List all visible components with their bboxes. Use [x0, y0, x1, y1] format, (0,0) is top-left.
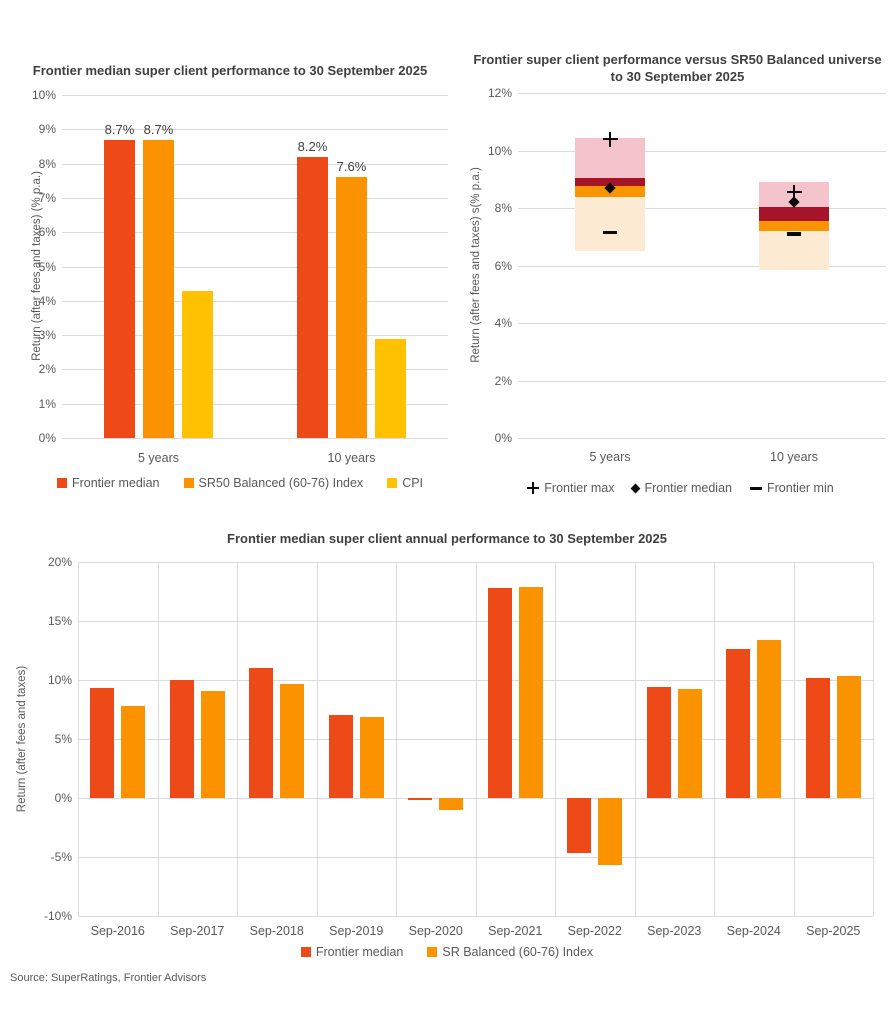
legend-swatch-icon: [301, 947, 311, 957]
universe-lower-mid-band: [759, 221, 829, 231]
bar-sr50-balanced-60-76-index: [336, 177, 367, 438]
y-tick-label: 10%: [47, 673, 72, 687]
gridline-y: [62, 438, 448, 439]
legend-swatch-icon: [427, 947, 437, 957]
legend-swatch-icon: [57, 478, 67, 488]
bar-sr50-balanced-60-76-index: [143, 140, 174, 438]
x-tick-label: Sep-2017: [170, 924, 225, 938]
bar-frontier-median: [329, 715, 353, 798]
x-tick-label: Sep-2016: [90, 924, 145, 938]
y-tick-label: 6%: [38, 225, 56, 240]
legend-swatch-icon: [184, 478, 194, 488]
gridline-x: [396, 562, 397, 916]
x-tick-label: Sep-2024: [726, 924, 781, 938]
gridline-x: [317, 562, 318, 916]
chart-median-performance-title: Frontier median super client performance to 30 September 2025: [32, 63, 428, 78]
y-tick-label: 20%: [47, 555, 72, 569]
gridline-x: [714, 562, 715, 916]
universe-lower-band: [575, 197, 645, 252]
bar-sr-balanced-60-76-index: [837, 676, 861, 798]
y-tick-label: 5%: [54, 732, 72, 746]
y-tick-label: -5%: [50, 850, 72, 864]
gridline-y: [518, 323, 886, 324]
bar-frontier-median: [726, 649, 750, 798]
chart-annual-performance-plot-area: [43, 555, 873, 938]
bar-frontier-median: [297, 157, 328, 438]
bar-sr-balanced-60-76-index: [598, 798, 622, 865]
x-tick-label: Sep-2019: [329, 924, 384, 938]
y-tick-label: 4%: [38, 293, 56, 308]
y-tick-label: 0%: [494, 431, 512, 445]
chart-universe-comparison-plot-area: [487, 86, 886, 464]
gridline-y: [518, 208, 886, 209]
dash-icon: [787, 232, 801, 236]
dash-icon: [750, 487, 762, 490]
bar-value-label: 7.6%: [336, 159, 367, 175]
dash-icon: [603, 231, 617, 235]
chart-median-performance-y-axis-label: Return (after fees and taxes) (% p.a.): [31, 171, 43, 361]
y-tick-label: 5%: [38, 259, 56, 274]
y-tick-label: 0%: [38, 431, 56, 445]
y-tick-label: 10%: [487, 143, 512, 158]
bar-sr-balanced-60-76-index: [201, 691, 225, 798]
bar-sr-balanced-60-76-index: [519, 587, 543, 798]
gridline-y: [62, 95, 448, 96]
source-note: Source: SuperRatings, Frontier Advisors: [10, 972, 207, 984]
bar-sr-balanced-60-76-index: [360, 717, 384, 798]
bar-frontier-median: [90, 688, 114, 798]
legend-label: CPI: [402, 476, 424, 490]
diamond-icon: [631, 483, 641, 493]
gridline-x: [78, 562, 79, 916]
y-tick-label: 0%: [54, 791, 72, 805]
y-tick-label: 2%: [38, 362, 56, 377]
bar-value-label: 8.7%: [143, 121, 174, 137]
plus-icon: [603, 132, 618, 147]
bar-value-label: 8.2%: [297, 138, 328, 154]
x-tick-label: Sep-2020: [408, 924, 463, 938]
y-tick-label: 9%: [38, 122, 56, 137]
legend-item-frontier-median: [301, 945, 404, 959]
universe-upper-mid-band: [759, 207, 829, 221]
legend-item-sr-balanced-60-76-index: [427, 945, 593, 959]
gridline-x: [873, 562, 874, 916]
x-tick-label: Sep-2022: [567, 924, 622, 938]
x-tick-label: Sep-2018: [249, 924, 304, 938]
legend-item-frontier-median: [57, 476, 160, 490]
chart-universe-comparison-title: Frontier super client performance versus SR50 Balanced universe to 30 September 2025: [473, 52, 882, 84]
gridline-x: [237, 562, 238, 916]
gridline-y: [518, 381, 886, 382]
bar-sr-balanced-60-76-index: [439, 798, 463, 810]
bar-frontier-median: [249, 668, 273, 798]
y-tick-label: 10%: [31, 88, 56, 102]
bar-value-label: 8.7%: [104, 121, 135, 137]
plus-icon: [527, 482, 539, 494]
y-tick-label: 7%: [38, 190, 56, 205]
legend-label: SR Balanced (60-76) Index: [442, 945, 594, 959]
chart-annual-performance-legend: [147, 945, 747, 959]
legend-label: SR50 Balanced (60-76) Index: [198, 476, 364, 490]
y-tick-label: 3%: [38, 328, 56, 343]
legend-swatch-icon: [387, 478, 397, 488]
chart-annual-performance-y-axis-label: Return (after fees and taxes): [16, 665, 28, 813]
gridline-y: [518, 438, 886, 439]
legend-label: Frontier max: [544, 481, 615, 495]
legend-label: Frontier median: [315, 945, 404, 959]
y-tick-label: 12%: [487, 86, 512, 100]
x-tick-label: 5 years: [589, 450, 631, 464]
y-tick-label: 8%: [494, 201, 512, 215]
gridline-x: [555, 562, 556, 916]
bar-frontier-median: [806, 678, 830, 798]
legend-item-frontier-max: [527, 481, 614, 495]
legend-item-frontier-median: [632, 481, 732, 495]
y-tick-label: 4%: [494, 316, 512, 330]
y-tick-label: 15%: [47, 614, 72, 628]
gridline-y: [518, 93, 886, 94]
bar-sr-balanced-60-76-index: [678, 689, 702, 798]
chart-universe-comparison-y-axis-label: Return (after fees and taxes) s(% p.a.): [470, 167, 482, 363]
x-tick-label: 10 years: [327, 451, 376, 465]
bar-frontier-median: [408, 798, 432, 800]
gridline-x: [635, 562, 636, 916]
x-tick-label: Sep-2021: [488, 924, 543, 938]
bar-cpi: [375, 339, 406, 438]
y-tick-label: 8%: [38, 156, 56, 171]
bar-frontier-median: [104, 140, 135, 438]
chart-annual-performance-title: Frontier median super client annual performance to 30 September 2025: [227, 531, 667, 546]
y-tick-label: 1%: [38, 396, 56, 411]
legend-label: Frontier min: [767, 481, 834, 495]
gridline-y: [518, 151, 886, 152]
gridline-y: [518, 266, 886, 267]
bar-sr-balanced-60-76-index: [121, 706, 145, 798]
bar-frontier-median: [170, 680, 194, 798]
bar-frontier-median: [567, 798, 591, 853]
bar-cpi: [182, 291, 213, 438]
bar-sr-balanced-60-76-index: [757, 640, 781, 798]
gridline-x: [794, 562, 795, 916]
x-tick-label: 10 years: [770, 450, 818, 464]
bar-frontier-median: [488, 588, 512, 798]
chart-universe-comparison-legend: [478, 481, 883, 495]
x-tick-label: Sep-2023: [647, 924, 702, 938]
universe-lower-band: [759, 231, 829, 270]
bar-frontier-median: [647, 687, 671, 798]
y-tick-label: 6%: [494, 258, 512, 273]
legend-item-sr50-balanced-60-76-index: [184, 476, 364, 490]
x-tick-label: 5 years: [138, 451, 179, 465]
chart-median-performance-legend: [30, 476, 450, 490]
gridline-x: [476, 562, 477, 916]
bar-sr-balanced-60-76-index: [280, 684, 304, 798]
x-tick-label: Sep-2025: [806, 924, 861, 938]
y-tick-label: -10%: [43, 909, 72, 923]
legend-item-cpi: [387, 476, 423, 490]
gridline-y: [78, 916, 873, 917]
y-tick-label: 2%: [494, 373, 512, 388]
legend-label: Frontier median: [71, 476, 160, 490]
gridline-x: [158, 562, 159, 916]
legend-item-frontier-min: [750, 481, 834, 495]
legend-label: Frontier median: [644, 481, 732, 495]
